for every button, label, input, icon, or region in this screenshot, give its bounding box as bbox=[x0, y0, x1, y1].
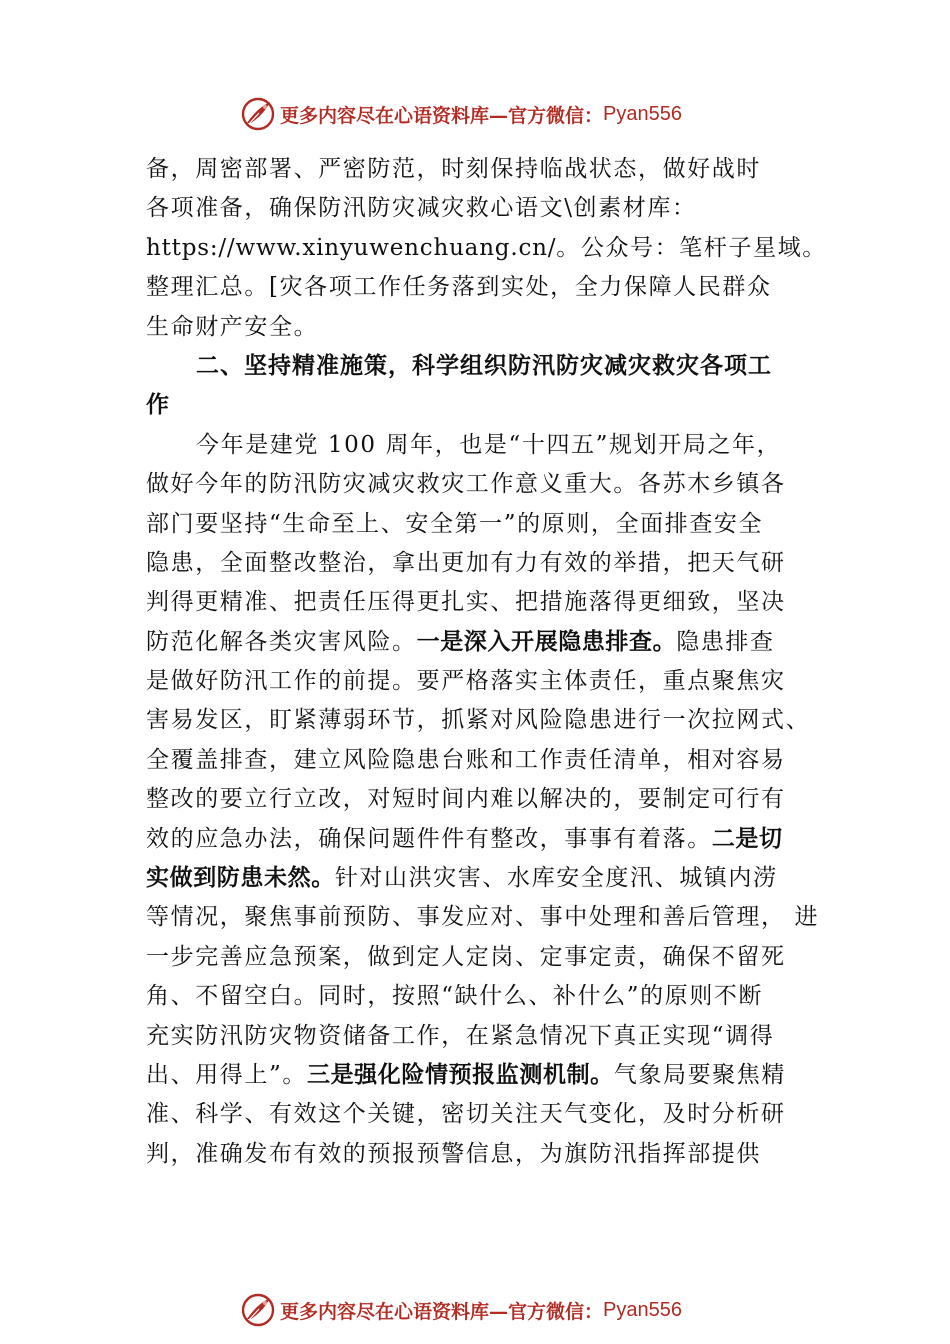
watermark-banner-top bbox=[240, 94, 682, 134]
paragraph-text: 防范化解各类灾害风险。 bbox=[146, 628, 417, 655]
watermark-account: Pyan556 bbox=[603, 1298, 682, 1321]
paragraph-line: 判得更精准、把责任压得更扎实、把措施落得更细致，坚决 bbox=[146, 589, 786, 616]
paragraph-line: 备，周密部署、严密防范，时刻保持临战状态，做好战时 bbox=[146, 156, 761, 182]
bold-point-two: 二是切 bbox=[711, 825, 783, 852]
paragraph-line: 生命财产安全。 bbox=[146, 313, 319, 340]
paragraph-line: 一步完善应急预案，做到定人定岗、定事定责，确保不留死 bbox=[146, 943, 786, 970]
paragraph-line bbox=[146, 1056, 816, 1095]
paragraph-text: 针对山洪灾害、水库安全度汛、城镇内涝 bbox=[334, 865, 778, 892]
watermark-banner-bottom bbox=[240, 1290, 682, 1330]
paragraph-line: 充实防汛防灾物资储备工作，在紧急情况下真正实现“调得 bbox=[146, 1022, 775, 1049]
bold-point-two-continued: 实做到防患未然。 bbox=[146, 865, 335, 892]
paragraph-line bbox=[146, 859, 816, 898]
watermark-account: Pyan556 bbox=[603, 102, 682, 125]
section-heading: 二、坚持精准施策，科学组织防汛防灾减灾救灾各项工 bbox=[196, 352, 772, 379]
quill-logo-icon bbox=[240, 1292, 276, 1328]
paragraph-line: 整改的要立行立改，对短时间内难以解决的，要制定可行有 bbox=[146, 786, 786, 813]
paragraph-line: 是做好防汛工作的前提。要严格落实主体责任，重点聚焦灾 bbox=[146, 668, 786, 695]
paragraph-line: 害易发区，盯紧薄弱环节，抓紧对风险隐患进行一次拉网式、 bbox=[146, 707, 811, 734]
paragraph-text: 。公众号：笔杆子星域。 bbox=[556, 234, 827, 261]
bold-point-three: 三是强化险情预报监测机制。 bbox=[306, 1061, 614, 1088]
source-url: https://www.xinyuwenchuang.cn/ bbox=[146, 234, 557, 261]
watermark-label: 更多内容尽在心语资料库—官方微信： bbox=[280, 104, 604, 127]
paragraph-line: 隐患，全面整改整治，拿出更加有力有效的举措，把天气研 bbox=[146, 549, 786, 576]
paragraph-line: 准、科学、有效这个关键，密切关注天气变化，及时分析研 bbox=[146, 1101, 786, 1128]
paragraph-line: 部门要坚持“生命至上、安全第一”的原则，全面排查安全 bbox=[146, 510, 764, 537]
paragraph-text: 出、用得上”。 bbox=[146, 1061, 307, 1088]
document-body bbox=[146, 150, 827, 1174]
paragraph-line bbox=[146, 820, 816, 859]
quill-logo-icon bbox=[240, 96, 276, 132]
paragraph-line bbox=[146, 229, 827, 268]
section-heading-continued: 作 bbox=[146, 392, 170, 419]
paragraph-line: 今年是建党 100 周年，也是“十四五”规划开局之年， bbox=[196, 431, 782, 458]
paragraph-line: 判，准确发布有效的预报预警信息，为旗防汛指挥部提供 bbox=[146, 1140, 761, 1167]
paragraph-line: 等情况，聚焦事前预防、事发应对、事中处理和善后管理， 进 bbox=[146, 904, 820, 931]
watermark-label: 更多内容尽在心语资料库—官方微信： bbox=[280, 1300, 604, 1323]
paragraph-line: 各项准备，确保防汛防灾减灾救心语文\创素材库： bbox=[146, 195, 697, 222]
bold-point-one: 一是深入开展隐患排查。 bbox=[416, 628, 677, 655]
paragraph-text: 气象局要聚焦精 bbox=[613, 1061, 786, 1088]
paragraph-line: 角、不留空白。同时，按照“缺什么、补什么”的原则不断 bbox=[146, 983, 764, 1010]
paragraph-line: 做好今年的防汛防灾减灾救灾工作意义重大。各苏木乡镇各 bbox=[146, 471, 786, 498]
paragraph-text: 效的应急办法，确保问题件件有整改，事事有着落。 bbox=[146, 825, 712, 852]
paragraph-line: 整理汇总。[灾各项工作任务落到实处，全力保障人民群众 bbox=[146, 274, 772, 301]
paragraph-text: 隐患排查 bbox=[676, 628, 775, 655]
paragraph-line bbox=[146, 623, 816, 662]
paragraph-line: 全覆盖排查，建立风险隐患台账和工作责任清单，相对容易 bbox=[146, 746, 786, 773]
